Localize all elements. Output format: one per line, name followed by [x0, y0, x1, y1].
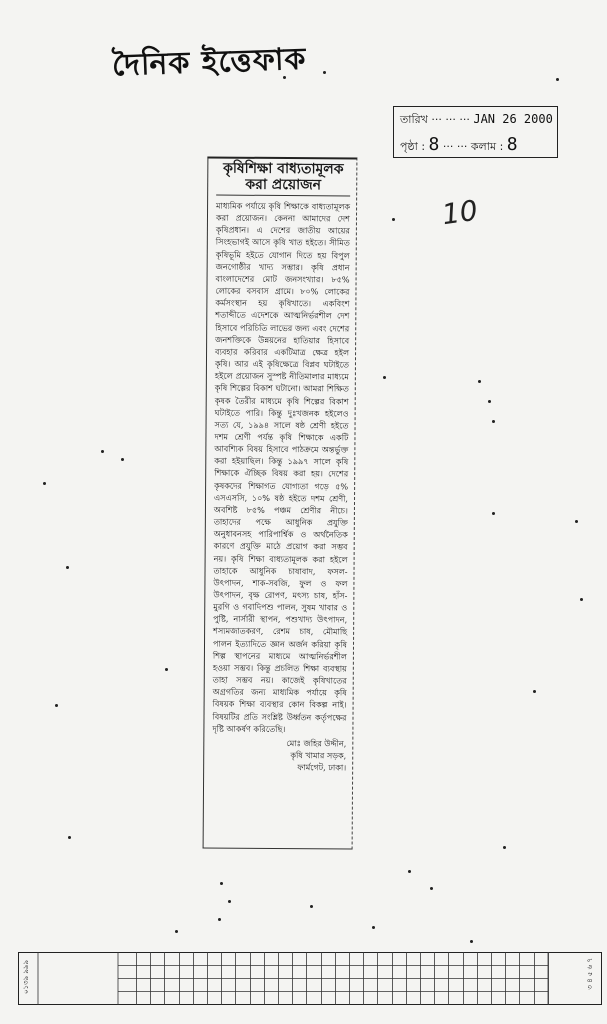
scan-speck [580, 598, 583, 601]
newspaper-masthead: দৈনিক ইত্তেফাক [111, 41, 308, 84]
article-title-line-1: কৃষিশিক্ষা বাধ্যতামূলক [223, 160, 344, 178]
scan-speck [101, 450, 104, 453]
stamp-page-value: 8 [428, 134, 440, 155]
scan-speck [478, 380, 481, 383]
stamp-column-value: 8 [506, 134, 518, 155]
archive-index-grid [18, 948, 602, 1010]
stamp-date-label: তারিখ [400, 113, 428, 126]
scan-speck [165, 668, 168, 671]
scan-speck [470, 940, 473, 943]
stamp-page-label: পৃষ্ঠা [400, 140, 418, 153]
clipping-date-stamp: তারিখ ··· ··· ··· JAN 26 2000 পৃষ্ঠা : 8 ··· ··· কলাম : 8 [393, 106, 558, 158]
scan-speck [228, 900, 231, 903]
grid-left-label: ০১৩৯ ৯৯৯ [22, 960, 30, 995]
article-body: মাধ্যমিক পর্যায়ে কৃষি শিক্ষাকে বাধ্যতামূলক করা প্রয়োজন। কেননা আমাদের দেশ কৃষিপ্রধান। এ দেশের জাতীয় আয়ের সিংহভাগই আসে কৃষি খাত হইতে। সীমিত কৃষিভূমি হইতে যোগান দিতে হয় বিপুল জনগোষ্ঠীর খাদ্য সম্ভার। কৃষি প্রধান বাংলাদেশের মোট জনসংখ্যার। ৮৫% লোকের বসবাস গ্রামে। ৮০% লোকের কর্মসংস্থান হয় কৃষিখাতে। একবিংশ শতাব্দীতে এদেশকে আত্মনির্ভরশীল দেশ হিসাবে পরিচিতি লাভের জন্য এবং দেশের জনশক্তিকে উন্নয়নের হাতিয়ার হিসাবে ব্যবহার করিবার একটিমাত্র ক্ষেত্র হইল কৃষি। আর এই কৃষিক্ষেত্রে বিপ্লব ঘটাইতে হইলে প্রয়োজন সুস্পষ্ট নীতিমালার মাধ্যমে কৃষি শিল্পের বিকাশ ঘটানো। আমরা শিক্ষিত কৃষক তৈরীর মাধ্যমে কৃষি শিল্পের বিকাশ ঘটাইতে পারি। কিন্তু দুঃখজনক হইলেও সত্য যে, ১৯৯৪ সালে ষষ্ঠ শ্রেণী হইতে দশম শ্রেণী পর্যন্ত কৃষি শিক্ষাকে একটি আবশ্যিক বিষয় হিসাবে পাঠক্রমে অন্তর্ভুক্ত করা হইয়াছিল। কিন্তু ১৯৯৭ সালে কৃষি শিক্ষাকে ঐচ্ছিক বিষয় করা হয়। দেশের কৃষকদের শিক্ষাগত যোগ্যতা গড়ে ৫% এসএসসি, ১০% ষষ্ঠ হইতে দশম শ্রেণী, অবশিষ্ট ৮৫% পঞ্চম শ্রেণীর নীচে। তাহাদের পক্ষে আধুনিক প্রযুক্তি অনুধাবনসহ পারিপার্শ্বিক ও অর্থনৈতিক কারণে প্রযুক্তি মাঠে প্রয়োগ করা সম্ভব নয়। কৃষি শিক্ষা বাধ্যতামূলক করা হইলে তাহাকে আধুনিক চাষাবাদ, ফসল-উৎপাদন, শাক-সবজি, ফুল ও ফল উৎপাদন, বৃক্ষ রোপণ, মৎস্য চাষ, হাঁস-মুরগি ও গবাদিপশু পালন, সুষম খাবার ও পুষ্টি, নার্সারী স্থাপন, পশুখাদ্য উৎপাদন, শস্যমজাতকরণ, রেশম চাষ, মৌমাছি পালন ইত্যাদিতে জ্ঞান অর্জন করিয়া কৃষি শিল্প স্থাপনের মাধ্যমে আত্মনির্ভরশীল হওয়া সম্ভব। কিন্তু প্রচলিত শিক্ষা ব্যবস্থায় তাহা সম্ভব নয়। কাজেই কৃষিখাতের অগ্রগতির জন্য মাধ্যমিক পর্যায়ে কৃষি বিষয়ক শিক্ষা ব্যবস্থার কোন বিকল্প নাই। বিষয়টির প্রতি সংশ্লিষ্ট উর্ধ্বতন কর্তৃপক্ষের দৃষ্টি আকর্ষণ করিতেছি। [212, 200, 351, 734]
scan-speck [372, 926, 375, 929]
scan-speck [66, 566, 69, 569]
archive-page-number: 10 [439, 193, 480, 232]
scan-speck [175, 930, 178, 933]
scan-speck [43, 482, 46, 485]
signature-address-1: কৃষি খামার সড়ক, [290, 749, 347, 761]
scan-speck [121, 458, 124, 461]
scan-speck [503, 846, 506, 849]
scan-speck [533, 690, 536, 693]
scan-speck [492, 512, 495, 515]
scan-speck [556, 78, 559, 81]
scan-speck [430, 887, 433, 890]
scan-speck [68, 836, 71, 839]
scan-speck [575, 520, 578, 523]
stamp-column-label: কলাম [470, 140, 497, 153]
stamp-date-value: JAN 26 2000 [473, 112, 553, 126]
signature-address-2: ফার্মগেট, ঢাকা। [297, 762, 347, 773]
index-grid-lines [18, 948, 602, 1010]
scan-speck [310, 905, 313, 908]
scan-speck [383, 376, 386, 379]
scan-speck [218, 918, 221, 921]
scan-speck [408, 870, 411, 873]
article-title-line-2: করা প্রয়োজন [245, 176, 322, 194]
grid-right-label: ৩ ৪ ৫ ৬ ৭ [586, 958, 594, 990]
scan-speck [488, 400, 491, 403]
scan-speck [392, 218, 395, 221]
scan-speck [492, 420, 495, 423]
article-title [216, 161, 350, 197]
scan-speck [323, 71, 326, 74]
article-signature [212, 736, 346, 773]
newspaper-clipping [203, 156, 358, 849]
scan-speck [55, 704, 58, 707]
signature-name: মোঃ জহির উদ্দীন, [286, 737, 347, 749]
scan-speck [220, 882, 223, 885]
